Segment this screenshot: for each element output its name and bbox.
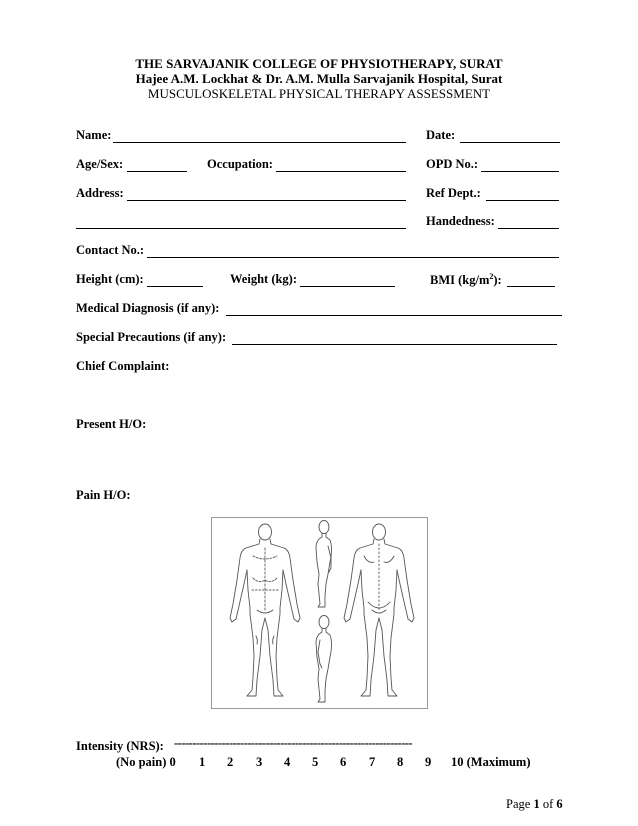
address-field[interactable] (127, 200, 406, 201)
weight-field[interactable] (300, 286, 395, 287)
date-label: Date: (426, 128, 456, 142)
bmi-label-prefix: BMI (kg/m (430, 273, 490, 288)
nrs-value-8[interactable]: 8 (397, 755, 404, 769)
nrs-value-4[interactable]: 4 (284, 755, 291, 769)
nrs-value-5[interactable]: 5 (312, 755, 319, 769)
bmi-field[interactable] (507, 286, 555, 287)
contact-no-label: Contact No.: (76, 243, 145, 257)
nrs-value-1[interactable]: 1 (199, 755, 206, 769)
body-chart-illustration (212, 518, 427, 708)
opd-no-field[interactable] (481, 171, 559, 172)
name-label: Name: (76, 128, 112, 142)
page-number (506, 797, 563, 812)
age-sex-label: Age/Sex: (76, 157, 124, 171)
nrs-dash-line: ----------------------------------------------------------------- (174, 736, 413, 750)
college-name: THE SARVAJANIK COLLEGE OF PHYSIOTHERAPY, SURAT (135, 56, 503, 71)
pain-ho-label: Pain H/O: (76, 488, 131, 502)
lateral-body-figure-lower (316, 616, 332, 703)
nrs-value-7[interactable]: 7 (369, 755, 376, 769)
nrs-max-label[interactable]: 10 (Maximum) (451, 755, 531, 769)
bmi-label-suffix: ): (493, 273, 502, 288)
weight-label: Weight (kg): (230, 272, 298, 286)
handedness-label: Handedness: (426, 214, 495, 228)
anterior-body-figure (230, 524, 300, 696)
present-ho-label: Present H/O: (76, 417, 147, 431)
total-pages: 6 (556, 797, 563, 811)
ref-dept-field[interactable] (486, 200, 559, 201)
bmi-label (430, 272, 502, 288)
contact-no-field[interactable] (147, 257, 559, 258)
form-title: MUSCULOSKELETAL PHYSICAL THERAPY ASSESSMENT (147, 86, 491, 101)
height-field[interactable] (147, 286, 203, 287)
nrs-value-6[interactable]: 6 (340, 755, 347, 769)
ref-dept-label: Ref Dept.: (426, 186, 481, 200)
occupation-field[interactable] (276, 171, 406, 172)
medical-diagnosis-label: Medical Diagnosis (if any): (76, 301, 220, 315)
height-label: Height (cm): (76, 272, 144, 286)
bmi-label-superscript: 2 (489, 272, 494, 281)
opd-no-label: OPD No.: (426, 157, 479, 171)
lateral-body-figure-upper (316, 521, 332, 608)
date-field[interactable] (460, 142, 560, 143)
special-precautions-label: Special Precautions (if any): (76, 330, 227, 344)
handedness-field[interactable] (498, 228, 559, 229)
posterior-body-figure (344, 524, 414, 696)
special-precautions-field[interactable] (232, 344, 557, 345)
nrs-value-2[interactable]: 2 (227, 755, 234, 769)
medical-diagnosis-field[interactable] (226, 315, 562, 316)
nrs-min-label[interactable]: (No pain) 0 (116, 755, 176, 769)
current-page: 1 (533, 797, 540, 811)
nrs-value-9[interactable]: 9 (425, 755, 432, 769)
address-line2-field[interactable] (76, 228, 406, 229)
age-sex-field[interactable] (127, 171, 187, 172)
page-word: Page (506, 797, 531, 811)
name-field[interactable] (113, 142, 406, 143)
of-word: of (542, 797, 554, 811)
body-chart[interactable] (211, 517, 428, 709)
address-label: Address: (76, 186, 124, 200)
chief-complaint-label: Chief Complaint: (76, 359, 170, 373)
hospital-name: Hajee A.M. Lockhat & Dr. A.M. Mulla Sarvajanik Hospital, Surat (135, 71, 503, 86)
nrs-label: Intensity (NRS): (76, 739, 164, 753)
occupation-label: Occupation: (207, 157, 273, 171)
nrs-value-3[interactable]: 3 (256, 755, 263, 769)
